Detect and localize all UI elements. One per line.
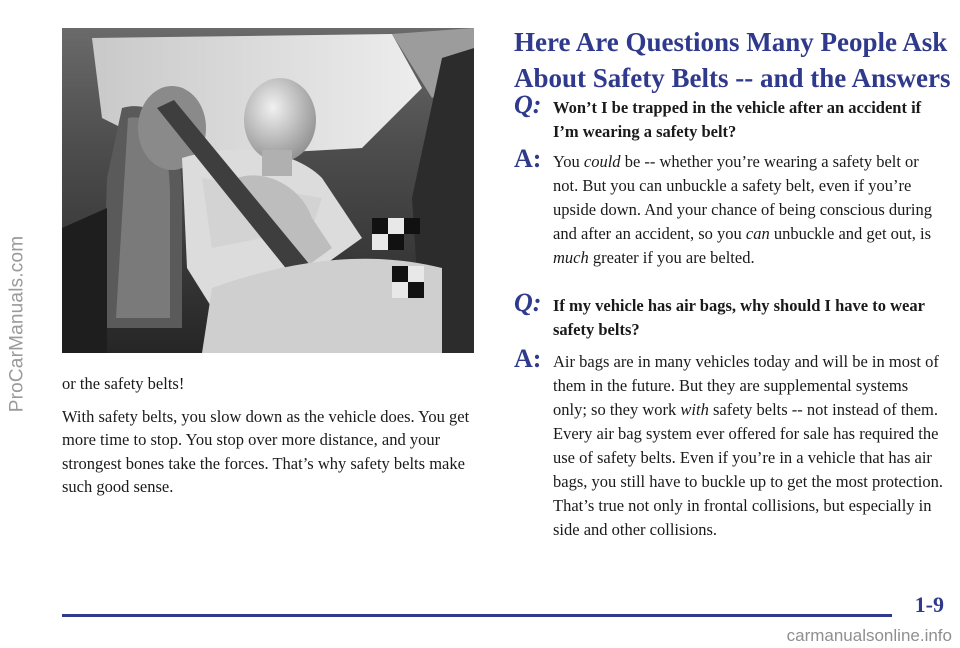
question-1-text: Won’t I be trapped in the vehicle after an accident if I’m wearing a safety belt? (553, 98, 922, 141)
answer-1-emphasis: could (583, 152, 621, 171)
answer-2-part: Air bags are in many vehicles today and will be in most of them in the future. But they are supplemental systems only; so they work (553, 352, 939, 419)
footer-rule (62, 614, 892, 617)
answer-1-part: unbuckle and get out, is (769, 224, 932, 243)
answer-2-emphasis: with (680, 400, 709, 419)
answer-1-text (553, 150, 944, 270)
answer-2-text (553, 350, 944, 542)
answer-1-part: You (553, 152, 584, 171)
question-marker: Q: (514, 90, 542, 119)
answer-marker: A: (514, 144, 542, 173)
bottom-watermark: carmanualsonline.info (786, 626, 952, 645)
left-paragraph-2: With safety belts, you slow down as the vehicle does. You get more time to stop. You stop over more distance, and your strongest bones take the forces. That’s why safety belts make such good sense. (62, 406, 470, 496)
page-number: 1-9 (914, 592, 944, 617)
answer-2 (514, 344, 944, 542)
answer-1-part: greater if you are belted. (588, 248, 755, 267)
side-watermark (2, 0, 32, 648)
answer-1 (514, 144, 944, 270)
crash-test-dummy-photo (62, 28, 474, 353)
answer-2-part: safety belts -- not instead of them. Every air bag system ever offered for sale has required the use of safety belts. Even if you’re in a vehicle that has air bags, you still have to buckle up to get the most protection. That’s true not only in frontal collisions, but especially in side and other collisions. (553, 400, 943, 539)
left-column-text (62, 372, 482, 508)
answer-1-emphasis: much (553, 248, 589, 267)
side-watermark-text: ProCarManuals.com (6, 235, 28, 413)
question-2-text: If my vehicle has air bags, why should I have to wear safety belts? (553, 296, 925, 339)
section-heading: Here Are Questions Many People Ask About Safety Belts -- and the Answers (514, 27, 951, 93)
question-1 (514, 90, 944, 144)
crash-test-dummy-illustration (62, 28, 474, 353)
answer-marker: A: (514, 344, 542, 373)
question-2 (514, 288, 944, 342)
question-marker: Q: (514, 288, 542, 317)
answer-1-part: be -- whether you’re wearing a safety belt or not. But you can unbuckle a safety belt, even if you’re upside down. And your chance of being conscious during and after an accident, so you (553, 152, 932, 243)
answer-1-emphasis: can (745, 224, 770, 243)
left-paragraph-1: or the safety belts! (62, 374, 185, 393)
